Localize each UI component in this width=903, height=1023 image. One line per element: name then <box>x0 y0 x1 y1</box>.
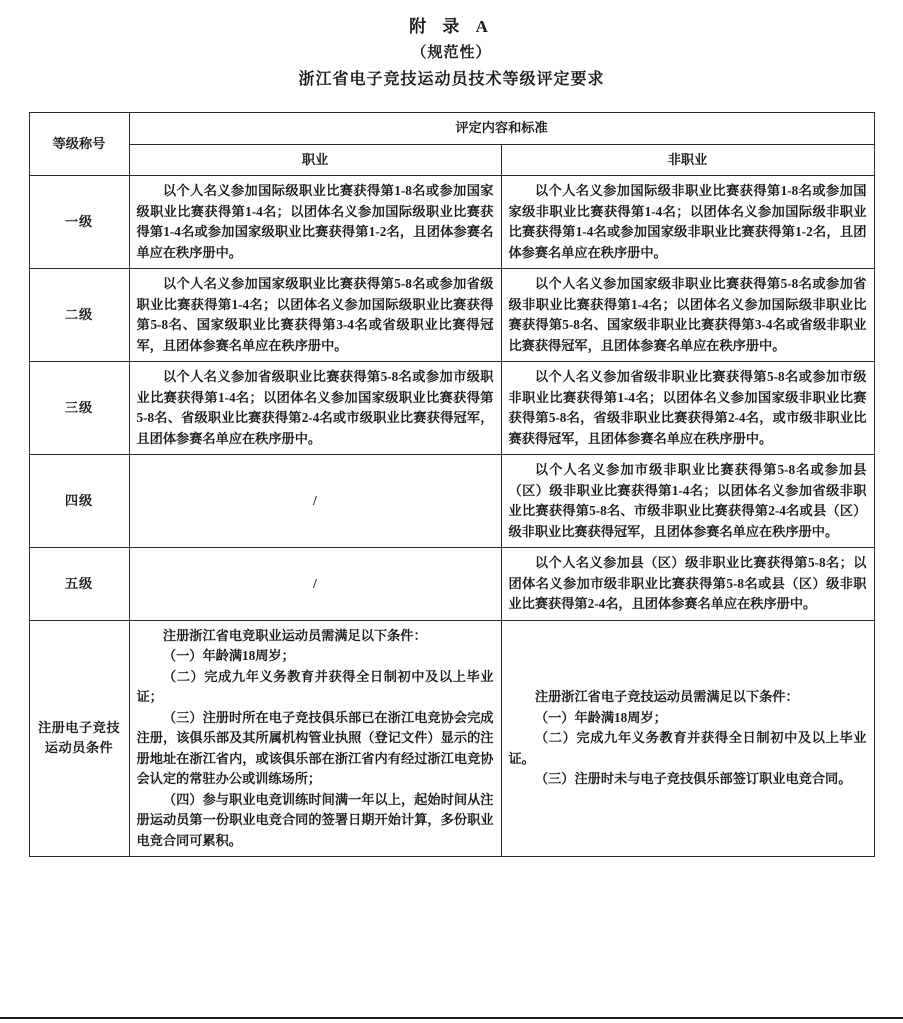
appendix-label: 附 录 A <box>409 17 494 36</box>
grade-level-4: 四级 <box>29 455 129 548</box>
grade-2-amateur: 以个人名义参加国家级非职业比赛获得第5-8名或参加省级非职业比赛获得第1-4名；以团体名义参加国际级非职业比赛获得第5-8名、国家级非职业比赛获得第3-4名或省级非职业比赛获得冠军，且团体参赛名单应在秩序册中。 <box>501 269 874 362</box>
grade-4-professional: / <box>129 455 501 548</box>
page-bottom-rule <box>0 1017 903 1019</box>
table-row <box>29 176 874 269</box>
table-subheader-row <box>29 144 874 176</box>
requirements-table <box>29 112 875 857</box>
table-row <box>29 548 874 621</box>
table-row-conditions <box>29 620 874 857</box>
grade-4-amateur: 以个人名义参加市级非职业比赛获得第5-8名或参加县（区）级非职业比赛获得第1-4名；以团体名义参加省级非职业比赛获得第5-8名、市级非职业比赛获得第2-4名或县（区）级非职业比赛获得冠军，且团体参赛名单应在秩序册中。 <box>501 455 874 548</box>
cond-pro-p2: （一）年龄满18周岁； <box>162 648 295 663</box>
table-header-row <box>29 113 874 145</box>
cond-am-p4: （三）注册时未与电子竞技俱乐部签订职业电竞合同。 <box>534 771 852 786</box>
column-header-amateur: 非职业 <box>501 144 874 176</box>
grade-level-2: 二级 <box>29 269 129 362</box>
cond-pro-p1: 注册浙江省电竞职业运动员需满足以下条件： <box>162 627 427 643</box>
table-row <box>29 455 874 548</box>
cond-pro-p5: （四）参与职业电竞训练时间满一年以上，起始时间从注册运动员第一份职业电竞合同的签署日期开始计算，多份职业电竞合同可累积。 <box>136 791 494 848</box>
grade-level-3: 三级 <box>29 362 129 455</box>
cond-am-p1: 注册浙江省电子竞技运动员需满足以下条件： <box>534 689 799 704</box>
grade-5-amateur: 以个人名义参加县（区）级非职业比赛获得第5-8名；以团体名义参加市级非职业比赛获得第5-8名或县（区）级非职业比赛获得第2-4名，且团体参赛名单应在秩序册中。 <box>501 548 874 621</box>
cond-am-p2: （一）年龄满18周岁； <box>534 709 667 725</box>
grade-level-5: 五级 <box>29 548 129 621</box>
normative-label: （规范性） <box>411 45 492 61</box>
column-header-grade: 等级称号 <box>29 113 129 176</box>
grade-1-amateur: 以个人名义参加国际级非职业比赛获得第1-8名或参加国家级非职业比赛获得第1-4名；以团体名义参加国际级非职业比赛获得第1-4名或参加国家级非职业比赛获得第1-2名，且团体参赛名单应在秩序册中。 <box>501 176 874 269</box>
grade-1-professional: 以个人名义参加国际级职业比赛获得第1-8名或参加国家级职业比赛获得第1-4名；以团体名义参加国际级职业比赛获得第1-4名或参加国家级职业比赛获得第1-2名，且团体参赛名单应在秩序册中。 <box>129 176 501 269</box>
cond-pro-p4: （三）注册时所在电子竞技俱乐部已在浙江电竞协会完成注册，该俱乐部及其所属机构管业执照（登记文件）显示的注册地址在浙江省内，或该俱乐部在浙江省内有经过浙江电竞协会认定的常驻办公或训练场所； <box>136 709 494 786</box>
table-row <box>29 269 874 362</box>
column-header-professional: 职业 <box>129 144 501 176</box>
registration-conditions-amateur <box>501 620 874 857</box>
registration-conditions-label: 注册电子竞技运动员条件 <box>29 620 129 857</box>
document-header <box>0 0 903 94</box>
grade-level-1: 一级 <box>29 176 129 269</box>
cond-pro-p3: （二）完成九年义务教育并获得全日制初中及以上毕业证； <box>136 668 494 704</box>
cond-am-p3: （二）完成九年义务教育并获得全日制初中及以上毕业证。 <box>508 730 867 766</box>
registration-conditions-professional <box>129 620 501 857</box>
grade-3-professional: 以个人名义参加省级职业比赛获得第5-8名或参加市级职业比赛获得第1-4名；以团体名义参加国家级职业比赛获得第5-8名、省级职业比赛获得第2-4名或市级职业比赛获得冠军，且团体参赛名单应在秩序册中。 <box>129 362 501 455</box>
grade-5-professional: / <box>129 548 501 621</box>
grade-3-amateur: 以个人名义参加省级非职业比赛获得第5-8名或参加市级非职业比赛获得第1-4名；以团体名义参加国家级非职业比赛获得第5-8名，省级非职业比赛获得第2-4名，或市级非职业比赛获得冠军，且团体参赛名单应在秩序册中。 <box>501 362 874 455</box>
page-title: 浙江省电子竞技运动员技术等级评定要求 <box>298 71 605 88</box>
table-row <box>29 362 874 455</box>
column-header-content: 评定内容和标准 <box>129 113 874 145</box>
grade-2-professional: 以个人名义参加国家级职业比赛获得第5-8名或参加省级职业比赛获得第1-4名；以团体名义参加国际级职业比赛获得第5-8名、国家级职业比赛获得第3-4名或省级职业比赛得冠军，且团体参赛名单应在秩序册中。 <box>129 269 501 362</box>
